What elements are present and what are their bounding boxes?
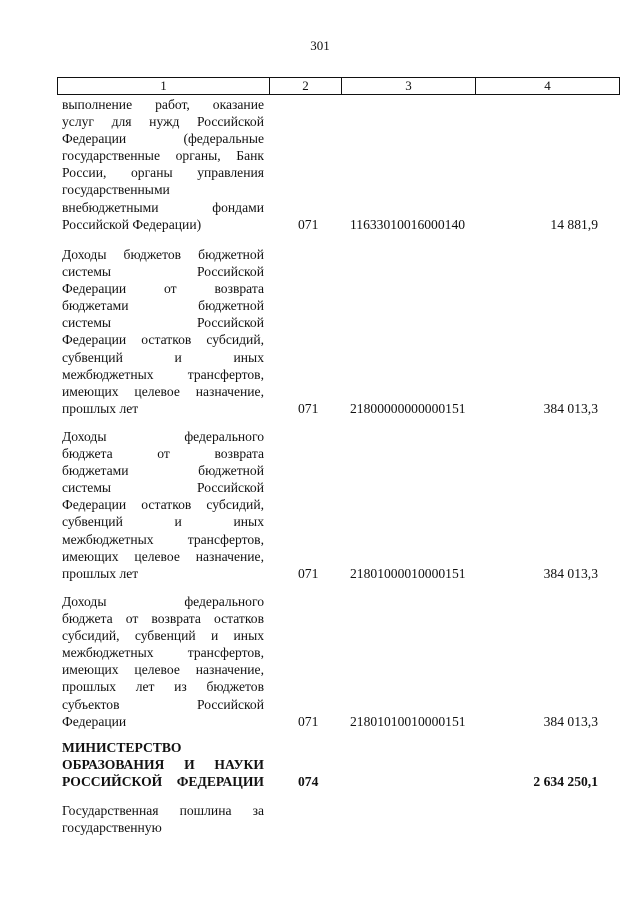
row-amount: 384 013,3 [543,565,598,581]
description-line: выполнение работ, оказание [62,97,264,112]
description-line: Доходы бюджетов бюджетной [62,247,264,262]
row-code: 074 [298,774,319,790]
description-line: Федерации от возврата [62,281,264,297]
description-line: имеющих целевое назначение, [62,662,264,678]
description-line: ОБРАЗОВАНИЯ И НАУКИ [62,757,264,773]
description-line: государственные органы, Банк [62,148,264,164]
description-line: прошлых лет [62,400,139,416]
description-line: Российской Федерации) [62,216,202,232]
row-description [62,96,264,233]
description-line: России, органы управления [62,165,264,181]
description-line: межбюджетных трансфертов, [62,531,264,547]
row-description [62,739,264,790]
description-line: субвенций и иных [62,349,264,365]
row-amount: 384 013,3 [543,400,598,416]
description-line: Государственная пошлина за [62,803,264,818]
row-amount: 384 013,3 [543,713,598,729]
row-description [62,246,264,417]
description-line: прошлых лет из бюджетов [62,679,264,695]
row-description [62,593,264,730]
description-line: межбюджетных трансфертов, [62,645,264,661]
row-code: 071 [298,713,319,729]
description-line: субсидий, субвенций и иных [62,628,264,644]
row-budget-code: 21801010010000151 [350,713,466,729]
row-amount: 2 634 250,1 [533,774,598,790]
description-line: межбюджетных трансфертов, [62,366,264,382]
description-line: государственную [62,820,162,836]
description-line: Доходы федерального [62,594,264,609]
description-line: Федерации [62,713,127,729]
description-line: имеющих целевое назначение, [62,383,264,399]
description-line: МИНИСТЕРСТВО [62,740,182,755]
description-line: субъектов Российской [62,696,264,712]
row-code: 071 [298,400,319,416]
description-line: услуг для нужд Российской [62,114,264,130]
description-line: РОССИЙСКОЙ ФЕДЕРАЦИИ [62,774,264,790]
row-budget-code: 11633010016000140 [350,216,466,232]
row-code: 071 [298,216,319,232]
row-description [62,428,264,582]
description-line: Доходы федерального [62,429,264,444]
table-header [57,77,620,95]
description-line: бюджетами бюджетной [62,298,264,314]
description-line: прошлых лет [62,565,139,581]
description-line: Федерации остатков субсидий, [62,332,264,348]
description-line: системы Российской [62,264,264,280]
column-header-4: 4 [476,78,620,95]
description-line: системы Российской [62,480,264,496]
row-description [62,802,264,836]
row-budget-code: 21801000010000151 [350,565,466,581]
column-header-1: 1 [58,78,270,95]
column-header-2: 2 [270,78,342,95]
description-line: бюджета от возврата остатков [62,611,264,627]
description-line: имеющих целевое назначение, [62,548,264,564]
description-line: Федерации (федеральные [62,131,264,147]
row-budget-code: 21800000000000151 [350,400,466,416]
description-line: Федерации остатков субсидий, [62,497,264,513]
description-line: системы Российской [62,315,264,331]
description-line: внебюджетными фондами [62,199,264,215]
description-line: бюджета от возврата [62,446,264,462]
description-line: субвенций и иных [62,514,264,530]
description-line: государственными [62,182,170,198]
row-code: 071 [298,565,319,581]
page-number: 301 [310,38,330,53]
description-line: бюджетами бюджетной [62,463,264,479]
column-header-3: 3 [342,78,476,95]
row-amount: 14 881,9 [550,216,598,232]
